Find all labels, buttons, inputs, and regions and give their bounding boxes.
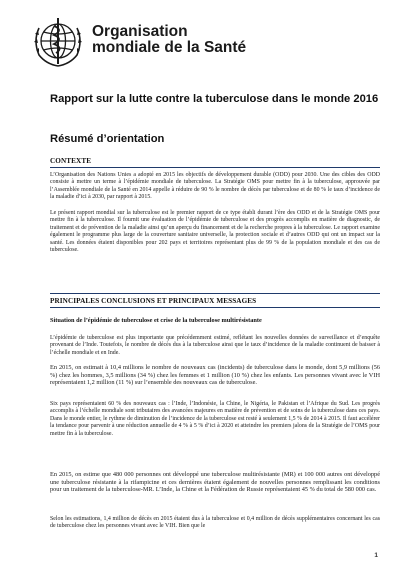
- conclusions-paragraph-5: Selon les estimations, 1,4 million de décès en 2015 étaient dus à la tuberculose et 0,4 million de décès supplémentaires concernant les cas de tuberculose chez les personnes vivant avec le VIH. Bien que le: [50, 516, 380, 530]
- page-number: 1: [374, 552, 378, 559]
- conclusions-paragraph-3: Six pays représentaient 60 % des nouveaux cas : l’Inde, l’Indonésie, la Chine, le Nigéria, le Pakistan et l’Afrique du Sud. Les progrès accomplis à l’échelle mondiale sont tributaires des avancées majeures en matière de prévention et de soins de la tuberculose dans ces pays. Dans le monde entier, le rythme de diminution de l’incidence de la tuberculose est resté à seulement 1,5 % de 2014 à 2015. Il faut accélérer la tendance pour parvenir à une réduction annuelle de 4 % à 5 % d’ici à 2020 et atteindre les premiers jalons de la Stratégie de l’OMS pour mettre fin à la tuberculose.: [50, 401, 380, 437]
- section-heading-context: CONTEXTE: [50, 157, 92, 165]
- conclusions-paragraph-1: L’épidémie de tuberculose est plus importante que précédemment estimé, reflétant les nouvelles données de surveillance et d’enquête provenant de l’Inde. Toutefois, le nombre de décès dus à la tuberculose ainsi que le taux d’incidence de la maladie continuent de baisser à l’échelle mondiale et en Inde.: [50, 335, 380, 356]
- section-rule: [50, 293, 380, 294]
- conclusions-paragraph-2: En 2015, on estimait à 10,4 millions le nombre de nouveaux cas (incidents) de tuberculose dans le monde, dont 5,9 millions (56 %) chez les hommes, 3,5 millions (34 %) chez les femmes et 1 million (10 %) chez les enfants. Les personnes vivant avec le VIH représentaient 1,2 million (11 %) sur l’ensemble des nouveaux cas de tuberculose.: [50, 364, 380, 387]
- header: [28, 10, 408, 72]
- context-paragraph-2: Le présent rapport mondial sur la tuberculose est le premier rapport de ce type établi durant l’ère des ODD et de la Stratégie OMS pour mettre fin à la tuberculose. Il fournit une évaluation de l’épidémie de tuberculose et des progrès accomplis en matière de diagnostic, de traitement et de prévention de la maladie ainsi qu’un aperçu du financement et de la recherche propres à la tuberculose. Le rapport examine également le programme plus large de la couverture sanitaire universelle, la protection sociale et d’autres ODD qui ont un impact sur la santé. Les données étaient disponibles pour 202 pays et territoires représentant plus de 99 % de la population mondiale et des cas de tuberculose.: [50, 210, 380, 254]
- section-rule: [50, 307, 380, 308]
- org-line-2: mondiale de la Santé: [92, 39, 247, 56]
- subsection-heading: Situation de l’épidémie de tuberculose et crise de la tuberculose multirésistante: [50, 317, 262, 324]
- report-title: Rapport sur la lutte contre la tuberculose dans le monde 2016: [50, 93, 379, 105]
- conclusions-paragraph-4: En 2015, on estime que 480 000 personnes ont développé une tuberculose multirésistante (MR) et 100 000 autres ont développé une tuberculose résistante à la rifampicine et ces dernières étaient également de nouvelles personnes remplissant les conditions pour un traitement de la tuberculose-MR. L’Inde, la Chine et la Fédération de Russie représentaient 45 % du total de 580 000 cas.: [50, 471, 380, 494]
- report-subtitle: Résumé d’orientation: [50, 133, 165, 145]
- organisation-name: [92, 24, 246, 56]
- who-emblem-icon: [28, 12, 88, 70]
- context-paragraph-1: L’Organisation des Nations Unies a adopté en 2015 les objectifs de développement durable (ODD) pour 2030. Une des cibles des ODD consiste à mettre un terme à l’épidémie mondiale de tuberculose. La Stratégie OMS pour mettre fin à la tuberculose, approuvée par l’Assemblée mondiale de la Santé en 2014 appelle à réduire de 90 % le nombre de décès par tuberculose et de 80 % le taux d’incidence de la maladie d’ici à 2030, par rapport à 2015.: [50, 172, 380, 201]
- org-line-1: Organisation: [92, 23, 188, 40]
- section-rule: [50, 167, 380, 168]
- section-heading-conclusions: PRINCIPALES CONCLUSIONS ET PRINCIPAUX MESSAGES: [50, 297, 257, 305]
